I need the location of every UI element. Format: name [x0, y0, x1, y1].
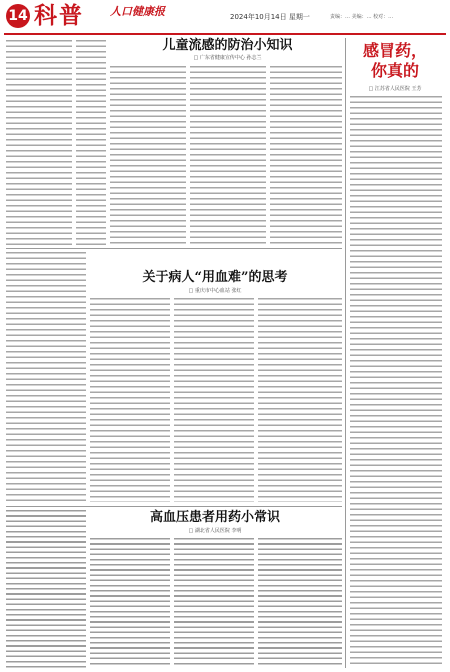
section-title: 科普	[34, 2, 84, 29]
article-text-blood-col-2	[174, 298, 254, 502]
article-headline-hypertension: 高血压患者用药小常识	[149, 510, 280, 525]
article-text-blood-col-3	[258, 298, 342, 502]
issue-weekday: 星期一	[288, 13, 310, 21]
article-byline-blood: □ 重庆市中心血站 张红	[188, 288, 242, 294]
feature-text-col	[350, 96, 442, 668]
article-byline-flu: □ 广东省健康宣传中心 孙志兰	[193, 55, 262, 61]
editor-credits: 责编：… 美编：… 校对：…	[330, 14, 394, 20]
article-headline-flu: 儿童流感的防治小知识	[162, 38, 293, 53]
column-divider-right	[345, 38, 346, 668]
section-divider-2	[6, 506, 342, 507]
article-text-blood-col-1	[90, 298, 170, 502]
section-divider-1	[6, 248, 342, 249]
article-text-hypertension-col-3	[258, 538, 342, 668]
article-text-mid-left	[6, 252, 86, 502]
article-headline-blood: 关于病人“用血难”的思考	[142, 270, 288, 285]
article-text-flu-col-1	[110, 66, 186, 246]
issue-date	[230, 12, 310, 22]
article-byline-hypertension: □ 湖北省人民医院 李明	[188, 528, 242, 534]
article-text-bottom-left	[6, 510, 86, 668]
paper-logo: 人口健康报	[110, 5, 165, 18]
article-text-flu-col-3	[270, 66, 342, 246]
article-text-hypertension-col-2	[174, 538, 254, 668]
article-text-hypertension-col-1	[90, 538, 170, 668]
article-text-col-1	[6, 40, 72, 245]
issue-date-text: 2024年10月14日	[230, 13, 287, 21]
feature-headline-line-1: 感冒药，	[362, 41, 427, 60]
masthead	[0, 0, 450, 38]
masthead-rule	[4, 33, 446, 35]
feature-byline: □ 江苏省人民医院 王芳	[368, 86, 422, 92]
feature-headline-line-2: 你真的	[370, 61, 419, 80]
page-number: 14	[6, 4, 30, 28]
article-text-col-2	[76, 40, 106, 245]
article-text-flu-col-2	[190, 66, 266, 246]
